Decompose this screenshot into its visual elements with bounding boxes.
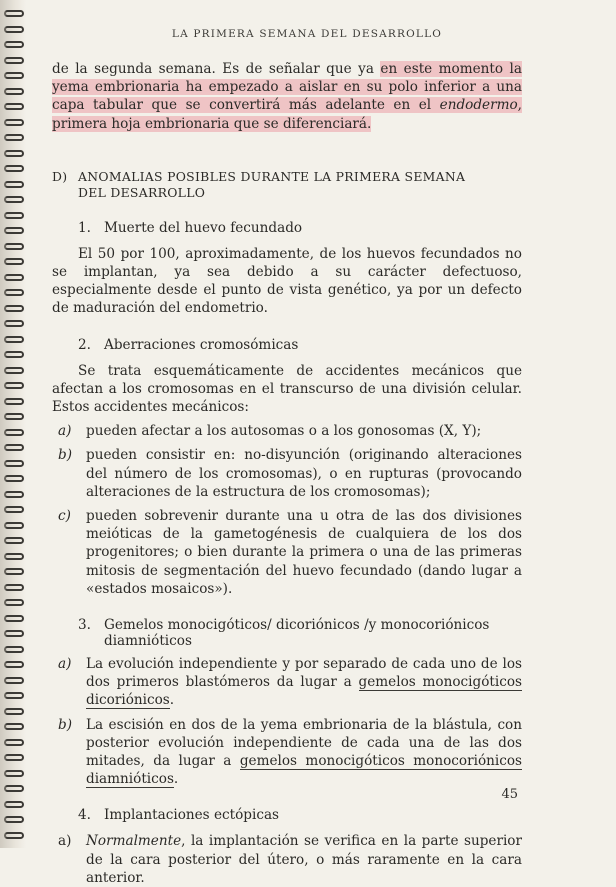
list-item xyxy=(52,446,522,501)
list-item xyxy=(52,832,522,887)
page-number: 45 xyxy=(501,787,518,802)
list-label: b) xyxy=(58,447,73,464)
binding-coil xyxy=(4,491,24,498)
list-label: a) xyxy=(58,833,72,850)
binding-coil xyxy=(4,134,24,141)
binding-coil xyxy=(4,196,24,203)
binding-coil xyxy=(4,537,24,544)
binding-coil xyxy=(4,801,24,808)
binding-coil xyxy=(4,429,24,436)
binding-coil xyxy=(4,398,24,405)
binding-coil xyxy=(4,599,24,606)
subsection-number: 4. xyxy=(78,807,91,824)
binding-coil xyxy=(4,26,24,33)
list-text: pueden afectar a los autosomas o a los gonosomas (X, Y); xyxy=(86,423,482,440)
binding-coil xyxy=(4,72,24,79)
binding-coil xyxy=(4,568,24,575)
section-title-line1: ANOMALIAS POSIBLES DURANTE LA PRIMERA SEMANA xyxy=(78,168,466,184)
subsection-2-text: Se trata esquemáticamente de accidentes mecánicos que afectan a los cromosomas en el transcurso de una división celular. Estos accidentes mecánicos: xyxy=(52,362,522,416)
subsection-title: Gemelos monocigóticos/ dicoriónicos /y monocoriónicos xyxy=(104,617,490,634)
subsection-number: 3. xyxy=(78,617,91,634)
binding-coil xyxy=(4,351,24,358)
list-text xyxy=(86,655,522,710)
subsection-heading-2 xyxy=(52,337,522,353)
subsection-heading-4 xyxy=(52,807,522,823)
binding-coil xyxy=(4,708,24,715)
binding-coil xyxy=(4,367,24,374)
binding-coil xyxy=(4,630,24,637)
binding-coil xyxy=(4,336,24,343)
subsection-title: Implantaciones ectópicas xyxy=(104,807,280,824)
document-page xyxy=(52,28,522,887)
list-text: pueden sobrevenir durante una u otra de las dos divisiones meióticas de la gametogénesis de cualquiera de los dos progenitores; o bien durante la primera o una de las primeras mitosis de segmentación del huevo fecundado (dando lugar a «estados mosaicos»). xyxy=(86,508,522,597)
intro-paragraph xyxy=(52,60,522,133)
binding-coil xyxy=(4,88,24,95)
binding-coil xyxy=(4,692,24,699)
binding-coil xyxy=(4,103,24,110)
text-run: . xyxy=(173,771,179,788)
binding-coil xyxy=(4,584,24,591)
binding-coil xyxy=(4,289,24,296)
list-item xyxy=(52,422,522,440)
binding-coil xyxy=(4,227,24,234)
running-head: LA PRIMERA SEMANA DEL DESARROLLO xyxy=(171,28,443,40)
binding-coil xyxy=(4,150,24,157)
binding-coil xyxy=(4,785,24,792)
binding-coil xyxy=(4,274,24,281)
list-label: a) xyxy=(58,656,72,673)
list-item xyxy=(52,716,522,789)
intro-part1: de la segunda semana. Es de señalar que ya xyxy=(52,61,381,77)
binding-coil xyxy=(4,413,24,420)
binding-coil xyxy=(4,677,24,684)
binding-coil xyxy=(4,258,24,265)
binding-coil xyxy=(4,119,24,126)
binding-coil xyxy=(4,165,24,172)
section-number: D) xyxy=(52,168,68,184)
binding-coil xyxy=(4,646,24,653)
subsection-heading-3 xyxy=(52,617,522,649)
binding-coil xyxy=(4,739,24,746)
binding-coil xyxy=(4,553,24,560)
highlighted-term: endodermo xyxy=(439,97,518,114)
binding-coil xyxy=(4,444,24,451)
section-title-line2: DEL DESARROLLO xyxy=(78,184,206,200)
binding-coil xyxy=(4,770,24,777)
text-run: La evolución independiente y por separado de cada uno de los dos primeros blastómeros da lugar a xyxy=(86,656,522,691)
binding-coil xyxy=(4,320,24,327)
subsection-title-line2: diamnióticos xyxy=(104,633,192,650)
list-label: b) xyxy=(58,716,73,733)
list-text: pueden consistir en: no-disyunción (originando alteraciones del número de los cromosomas), o en rupturas (provocando alteraciones de la estructura de los cromosomas); xyxy=(86,447,522,500)
list-item xyxy=(52,507,522,598)
binding-coil xyxy=(4,57,24,64)
emphasis: Normalmente xyxy=(86,833,182,850)
list-text xyxy=(86,716,522,789)
binding-coil xyxy=(4,305,24,312)
highlighted-text: en este momento la yema embrionaria ha empezado a aislar en su polo inferior a una capa tabular que se convertirá más adelante en el xyxy=(52,61,522,114)
binding-coil xyxy=(4,661,24,668)
binding-coil xyxy=(4,506,24,513)
underlined-term: gemelos monocigóticos dicoriónicos xyxy=(86,674,522,709)
binding-coil xyxy=(4,832,24,839)
binding-coil xyxy=(4,181,24,188)
binding-coil xyxy=(4,10,24,17)
text-run: , la implantación se verifica en la parte superior de la cara posterior del útero, o más raramente en la cara anterior. xyxy=(86,833,522,886)
binding-coil xyxy=(4,460,24,467)
section-heading xyxy=(52,169,522,201)
list-text xyxy=(86,832,522,887)
binding-coil xyxy=(4,243,24,250)
subsection-title: Muerte del huevo fecundado xyxy=(104,219,303,236)
binding-coil xyxy=(4,615,24,622)
binding-coil xyxy=(4,723,24,730)
binding-coil xyxy=(4,816,24,823)
underlined-term: gemelos monocigóticos monocoriónicos diamnióticos xyxy=(86,753,523,788)
binding-coil xyxy=(4,212,24,219)
list-label: c) xyxy=(58,508,71,525)
list-label: a) xyxy=(58,423,72,440)
binding-coil xyxy=(4,754,24,761)
list-item xyxy=(52,655,522,710)
subsection-number: 2. xyxy=(78,336,91,353)
text-run: . xyxy=(169,692,175,709)
subsection-number: 1. xyxy=(78,219,91,236)
binding-coil xyxy=(4,382,24,389)
binding-coil xyxy=(4,475,24,482)
subsection-title: Aberraciones cromosómicas xyxy=(104,336,299,353)
text-run: La escisión en dos de la yema embrionaria de la blástula, con posterior evolución independiente de cada una de las dos mitades, da lugar a xyxy=(86,716,522,770)
subsection-heading-1 xyxy=(52,220,522,236)
spiral-binding xyxy=(0,0,26,848)
binding-coil xyxy=(4,41,24,48)
list-items-2 xyxy=(52,422,522,598)
highlighted-text-end: , primera hoja embrionaria que se diferenciará. xyxy=(52,97,522,132)
binding-coil xyxy=(4,522,24,529)
subsection-1-text: El 50 por 100, aproximadamente, de los huevos fecundados no se implantan, ya sea debido a su carácter defectuoso, especialmente desde el punto de vista genético, ya por un defecto de maduración del endometrio. xyxy=(52,245,522,317)
